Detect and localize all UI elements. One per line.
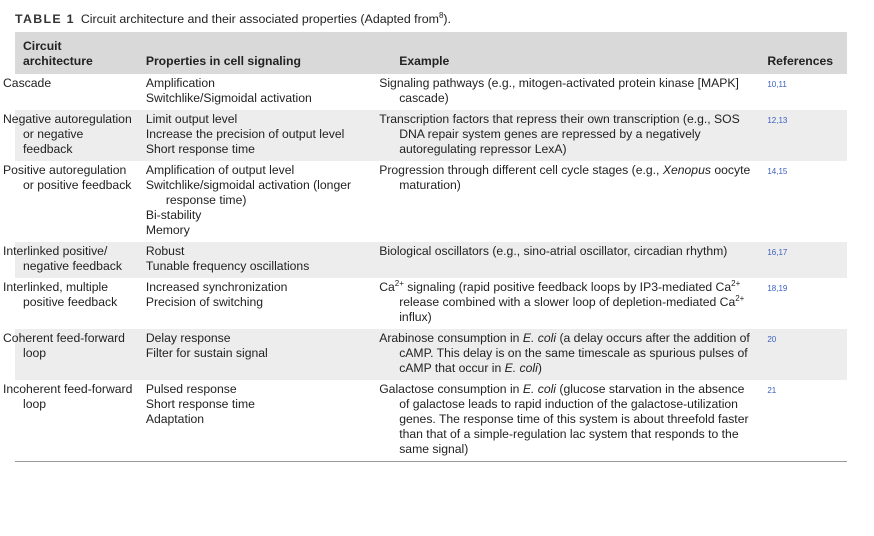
cell-example: [379, 329, 759, 380]
cell-architecture: Interlinked positive/ negative feedback: [15, 242, 138, 278]
cell-architecture: Coherent feed-forward loop: [15, 329, 138, 380]
cell-architecture: Incoherent feed-forward loop: [15, 380, 138, 462]
example-italic: E. coli: [522, 331, 557, 345]
property-item: Amplification of output level: [145, 163, 295, 177]
table-row: [15, 242, 847, 278]
cell-references: [759, 278, 847, 329]
example-text: ): [537, 361, 542, 375]
example-italic: E. coli: [522, 382, 557, 396]
header-circuit-architecture: Circuit architecture: [15, 32, 138, 74]
circuit-table: [3, 32, 847, 462]
caption-ref: 8: [438, 10, 444, 20]
cell-references: [759, 380, 847, 462]
property-item: Amplification: [145, 76, 215, 90]
reference-link[interactable]: 18,19: [767, 284, 788, 293]
example-italic: Xenopus: [662, 163, 711, 177]
table-label: TABLE 1: [15, 12, 75, 26]
property-item: Bi-stability: [145, 208, 202, 222]
cell-properties: [138, 329, 391, 380]
header-row: [15, 32, 847, 74]
reference-link[interactable]: 16,17: [767, 248, 788, 257]
property-item: Tunable frequency oscillations: [145, 259, 310, 273]
table-row: [15, 278, 847, 329]
example-italic: E. coli: [504, 361, 538, 375]
example-text: influx): [399, 310, 432, 324]
property-item: Delay response: [145, 331, 231, 345]
example-text: (glucose starvation in the absence of galactose leads to rapid induction of the galactose-utilization genes. The response time of this system is about threefold faster than that of a simple-regulation lac system that responds to the same signal): [399, 382, 749, 456]
example-text: signaling (rapid positive feedback loops by IP3-mediated Ca: [403, 280, 732, 294]
property-item: Switchlike/Sigmoidal activation: [145, 91, 312, 105]
example-text: release combined with a slower loop of depletion-mediated Ca: [399, 295, 736, 309]
cell-properties: [138, 110, 391, 161]
table-row: [15, 161, 847, 242]
cell-references: [759, 110, 847, 161]
example-text: Progression through different cell cycle stages (e.g.,: [379, 163, 660, 177]
cell-example: Signaling pathways (e.g., mitogen-activated protein kinase [MAPK] cascade): [379, 76, 739, 105]
example-text: Ca: [379, 280, 395, 294]
cell-architecture: Cascade: [3, 76, 52, 90]
property-item: Short response time: [145, 142, 255, 156]
table-caption: [15, 12, 451, 26]
example-text: (a delay occurs after the addition of cAMP. This delay is on the same timescale as spurious pulses of cAMP that occur in: [399, 331, 750, 375]
cell-architecture: Positive autoregulation or positive feedback: [3, 163, 132, 192]
cell-example: Transcription factors that repress their own transcription (e.g., SOS DNA repair system genes are repressed by a negatively autoregulating repressor LexA): [391, 110, 759, 161]
property-item: Filter for sustain signal: [145, 346, 268, 360]
cell-references: [759, 242, 847, 278]
table-row: [15, 380, 847, 462]
cell-example: [379, 278, 759, 329]
example-text: Galactose consumption in: [379, 382, 520, 396]
cell-properties: [138, 242, 391, 278]
cell-properties: [138, 74, 391, 110]
example-superscript: 2+: [735, 293, 745, 303]
table-row: [15, 110, 847, 161]
cell-properties: [138, 161, 391, 242]
cell-example: [379, 380, 759, 462]
reference-link[interactable]: 14,15: [767, 167, 788, 176]
property-item: Increase the precision of output level: [145, 127, 345, 141]
example-text: Arabinose consumption in: [379, 331, 520, 345]
reference-link[interactable]: 10,11: [767, 80, 787, 89]
header-properties: Properties in cell signaling: [138, 32, 391, 74]
header-example: Example: [391, 32, 759, 74]
property-item: Pulsed response: [145, 382, 237, 396]
reference-link[interactable]: 21: [767, 386, 777, 395]
table-row: [15, 329, 847, 380]
cell-references: [759, 161, 847, 242]
cell-example: Biological oscillators (e.g., sino-atrial oscillator, circadian rhythm): [391, 242, 759, 278]
cell-properties: [138, 278, 391, 329]
example-superscript: 2+: [394, 278, 404, 288]
cell-architecture: Negative autoregulation or negative feedback: [15, 110, 138, 161]
cell-example: [379, 161, 759, 242]
property-item: Precision of switching: [145, 295, 263, 309]
property-item: Adaptation: [145, 412, 205, 426]
cell-architecture: Interlinked, multiple positive feedback: [3, 280, 118, 309]
caption-text: Circuit architecture and their associated properties (Adapted from: [80, 12, 439, 26]
property-item: Robust: [145, 244, 185, 258]
cell-references: [759, 74, 847, 110]
property-item: Switchlike/sigmoidal activation (longer response time): [145, 178, 352, 207]
reference-link[interactable]: 20: [767, 335, 777, 344]
header-references: References: [759, 32, 847, 74]
property-item: Memory: [145, 223, 190, 237]
cell-properties: [138, 380, 391, 462]
caption-tail: ).: [443, 12, 451, 26]
property-item: Short response time: [145, 397, 255, 411]
table-row: [15, 74, 847, 110]
example-superscript: 2+: [731, 278, 741, 288]
property-item: Limit output level: [145, 112, 238, 126]
property-item: Increased synchronization: [145, 280, 288, 294]
example-text: oocyte maturation): [399, 163, 751, 192]
reference-link[interactable]: 12,13: [767, 116, 788, 125]
cell-references: [759, 329, 847, 380]
